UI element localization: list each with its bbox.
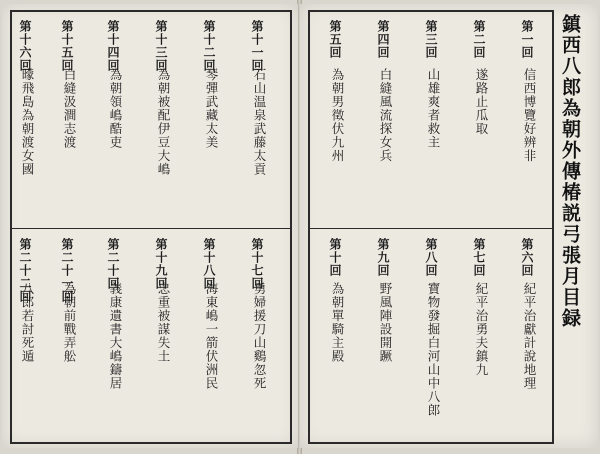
chapter-number: 第八回 [424, 238, 438, 277]
chapter-title: 信西博覽好辨非 [522, 68, 537, 163]
chapter-title: 為朝男徵伏九州 [330, 68, 345, 163]
chapter-number: 第十六回 [18, 20, 32, 72]
chapter-title: 紀平治獻計說地理 [522, 282, 537, 390]
chapter-title: 曚飛島為朝渡女國 [20, 68, 35, 176]
chapter-title: 忠重被謀失土 [156, 282, 171, 363]
chapter-number: 第十三回 [154, 20, 168, 72]
chapter-number: 第二回 [472, 20, 486, 59]
chapter-title: 紀平治勇夫鎮九 [474, 282, 489, 377]
book-title: 鎮西八郎為朝外傳椿説弓張月目録 [559, 14, 581, 329]
chapter-number: 第五回 [328, 20, 342, 59]
left-page [2, 4, 299, 448]
chapter-number: 第十二回 [202, 20, 216, 72]
chapter-number: 第十回 [328, 238, 342, 277]
chapter-title: 山雄爽者救主 [426, 68, 441, 149]
chapter-number: 第九回 [376, 238, 390, 277]
left-table-frame [10, 10, 292, 444]
chapter-number: 第二十回 [106, 238, 120, 290]
right-page [300, 4, 598, 448]
chapter-title: 八郎若討死遁 [20, 282, 35, 363]
chapter-number: 第十八回 [202, 238, 216, 290]
chapter-title: 琴彈武藏太美 [204, 68, 219, 149]
chapter-title: 白縫風流探女兵 [378, 68, 393, 163]
chapter-title: 遂路止瓜取 [474, 68, 489, 136]
chapter-title: 寶物發掘白河山中八郎 [426, 282, 441, 417]
chapter-title: 為朝單騎主殿 [330, 282, 345, 363]
chapter-title: 為朝前戰弄舩 [62, 282, 77, 363]
chapter-number: 第一回 [520, 20, 534, 59]
left-divider-line [12, 228, 290, 229]
chapter-number: 第三回 [424, 20, 438, 59]
chapter-title: 石山温泉武藤太貢 [252, 68, 267, 176]
chapter-number: 第七回 [472, 238, 486, 277]
chapter-title: 白縫汲澗志渡 [62, 68, 77, 149]
chapter-number: 第十一回 [250, 20, 264, 72]
chapter-number: 第二十一回 [60, 238, 74, 303]
chapter-number: 第十七回 [250, 238, 264, 290]
chapter-number: 第二十二回 [18, 238, 32, 303]
chapter-title: 為朝被配伊豆大嶋 [156, 68, 171, 176]
chapter-title: 義康遺書大嶋鑄居 [108, 282, 123, 390]
chapter-number: 第六回 [520, 238, 534, 277]
chapter-number: 第十五回 [60, 20, 74, 72]
chapter-title: 海東嶋一箭伏洲民 [204, 282, 219, 390]
chapter-number: 第十九回 [154, 238, 168, 290]
chapter-title: 勇婦援刀山鷄忽死 [252, 282, 267, 390]
right-divider-line [310, 228, 552, 229]
chapter-number: 第四回 [376, 20, 390, 59]
right-table-frame [308, 10, 554, 444]
chapter-title: 野風陣設開蹶 [378, 282, 393, 363]
chapter-number: 第十四回 [106, 20, 120, 72]
chapter-title: 為朝領嶋酷吏 [108, 68, 123, 149]
